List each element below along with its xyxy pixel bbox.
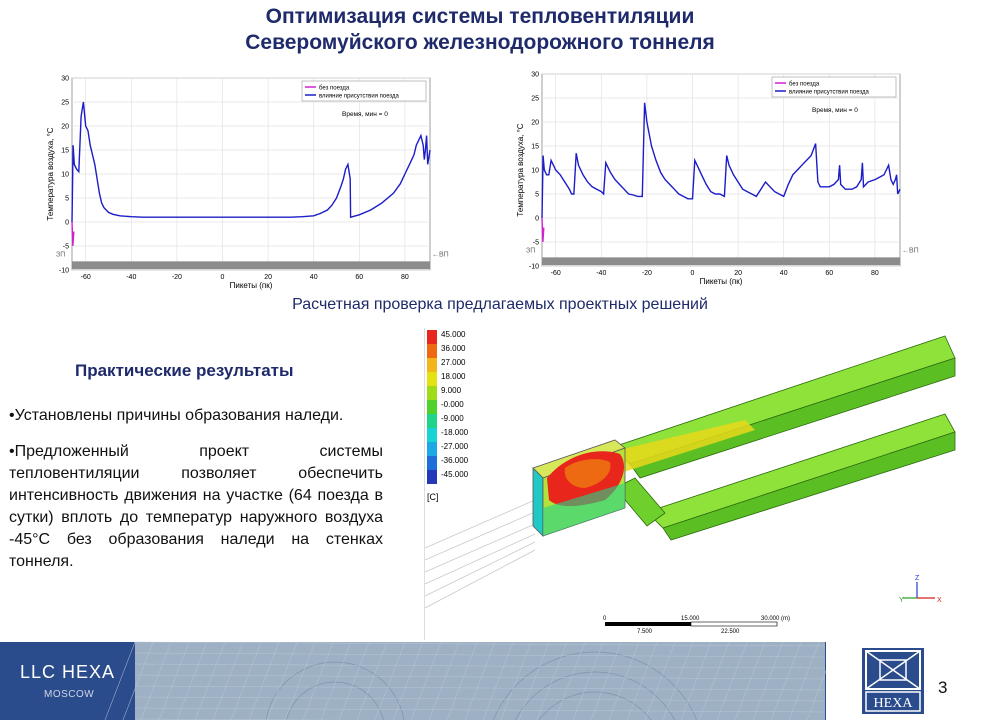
axis-x-label: X: [937, 597, 942, 604]
legend-value: -0.000: [441, 400, 464, 409]
color-legend: [427, 330, 469, 484]
legend-entry: без поезда: [789, 81, 820, 88]
y-tick-label: 15: [61, 147, 69, 155]
y-tick-label: 25: [531, 95, 539, 103]
legend-color-swatch: [427, 428, 437, 442]
temperature-chart-with-train: [514, 68, 919, 288]
legend-unit: [C]: [427, 492, 439, 502]
legend-color-swatch: [427, 358, 437, 372]
right-portal-label: ←ВП: [432, 251, 449, 259]
footer-mesh-pattern: [135, 642, 825, 720]
x-tick-label: 20: [264, 274, 273, 281]
legend-color-swatch: [427, 344, 437, 358]
scale-tick-0: 0: [603, 616, 607, 622]
legend-value: 9.000: [441, 386, 462, 395]
y-tick-label: -5: [532, 239, 539, 247]
hexa-logo-mark: [862, 648, 924, 714]
y-tick-label: 20: [531, 119, 539, 127]
temperature-chart-no-train: [44, 72, 449, 292]
x-tick-label: -40: [596, 270, 607, 277]
bullet-2: •Предложенный проект системы тепловентиляции позволяет обеспечить интенсивность движения на участке (64 поезда в сутки) вплоть до температур наружного воздуха -45°С без образования наледи на стенках тоннеля.: [9, 443, 383, 570]
title-line-2: Северомуйского железнодорожного тоннеля: [245, 31, 715, 54]
results-list: [9, 405, 383, 587]
legend-value: 36.000: [441, 344, 466, 353]
legend-color-swatch: [427, 470, 437, 484]
x-tick-label: 0: [220, 274, 225, 281]
y-tick-label: 5: [65, 195, 69, 203]
y-axis-label: Температура воздуха, °С: [516, 123, 525, 217]
time-label: Время, мин = 0: [812, 107, 858, 114]
scale-tick-15: 15.000: [681, 616, 700, 622]
x-tick-label: 60: [355, 274, 364, 281]
legend-value: -45.000: [441, 470, 469, 479]
right-portal-label: ←ВП: [902, 247, 919, 255]
footer-bar: [0, 642, 960, 720]
axis-z-label: Z: [915, 575, 920, 582]
cfd-image: [425, 328, 955, 640]
legend-value: 45.000: [441, 330, 466, 339]
axis-triad: [903, 582, 935, 598]
axis-y-label: Y: [899, 597, 904, 604]
legend-value: 27.000: [441, 358, 466, 367]
scale-subtick-22: 22.500: [721, 629, 740, 635]
x-tick-label: 40: [309, 274, 318, 281]
results-heading: Практические результаты: [75, 361, 294, 380]
legend-color-swatch: [427, 386, 437, 400]
x-tick-label: 40: [779, 270, 788, 277]
legend-color-swatch: [427, 400, 437, 414]
x-tick-label: -60: [80, 274, 91, 281]
chamber-front-left: [533, 468, 543, 536]
legend-value: -36.000: [441, 456, 469, 465]
bullet-1: •Установлены причины образования наледи.: [9, 407, 344, 424]
y-tick-label: 5: [535, 191, 539, 199]
scale-tick-30: 30.000 (m): [761, 616, 791, 622]
x-axis-label: Пикеты (пк): [229, 281, 273, 290]
x-tick-label: 20: [734, 270, 743, 277]
cfd-visualization: [424, 328, 955, 640]
track-band: [542, 257, 900, 265]
scale-subtick-7: 7.500: [637, 629, 653, 635]
x-tick-label: -20: [641, 270, 652, 277]
y-tick-label: 0: [535, 215, 539, 223]
y-tick-label: -10: [58, 267, 69, 275]
y-tick-label: 25: [61, 99, 69, 107]
legend-color-swatch: [427, 456, 437, 470]
x-tick-label: 80: [871, 270, 879, 277]
y-tick-label: -10: [528, 263, 539, 271]
legend-color-swatch: [427, 330, 437, 344]
y-axis-label: Температура воздуха, °С: [46, 127, 55, 221]
legend-color-swatch: [427, 414, 437, 428]
slide-title: [0, 4, 960, 56]
x-axis-label: Пикеты (пк): [699, 277, 743, 286]
title-line-1: Оптимизация системы тепловентиляции: [265, 5, 695, 28]
x-tick-label: 80: [401, 274, 409, 281]
legend-value: -18.000: [441, 428, 469, 437]
x-tick-label: -40: [126, 274, 137, 281]
legend-color-swatch: [427, 442, 437, 456]
time-label: Время, мин = 0: [342, 111, 388, 118]
hexa-logo: [862, 648, 924, 714]
x-tick-label: 60: [825, 270, 834, 277]
left-portal-label: ЗП: [56, 251, 66, 259]
y-tick-label: 10: [531, 167, 539, 175]
left-portal-label: ЗП: [526, 247, 536, 255]
page-number: 3: [938, 678, 948, 697]
y-tick-label: 30: [61, 75, 69, 83]
legend-value: -27.000: [441, 442, 469, 451]
y-tick-label: 30: [531, 71, 539, 79]
y-tick-label: 15: [531, 143, 539, 151]
legend-entry: влияние присутствия поезда: [319, 93, 399, 100]
x-tick-label: -60: [550, 270, 561, 277]
section-subtitle: Расчетная проверка предлагаемых проектных решений: [292, 296, 708, 313]
x-tick-label: -20: [171, 274, 182, 281]
x-tick-label: 0: [690, 270, 695, 277]
scale-bar: [605, 622, 777, 626]
company-name: LLC HEXA: [20, 662, 116, 682]
legend-value: 18.000: [441, 372, 466, 381]
y-tick-label: 10: [61, 171, 69, 179]
logo-text: HEXA: [873, 696, 913, 711]
y-tick-label: -5: [62, 243, 69, 251]
track-band: [72, 261, 430, 269]
legend-entry: влияние присутствия поезда: [789, 89, 869, 96]
company-city: MOSCOW: [44, 689, 95, 700]
legend-entry: без поезда: [319, 85, 350, 92]
y-tick-label: 0: [65, 219, 69, 227]
y-tick-label: 20: [61, 123, 69, 131]
legend-value: -9.000: [441, 414, 464, 423]
mesh-lines: [425, 500, 535, 608]
legend-color-swatch: [427, 372, 437, 386]
